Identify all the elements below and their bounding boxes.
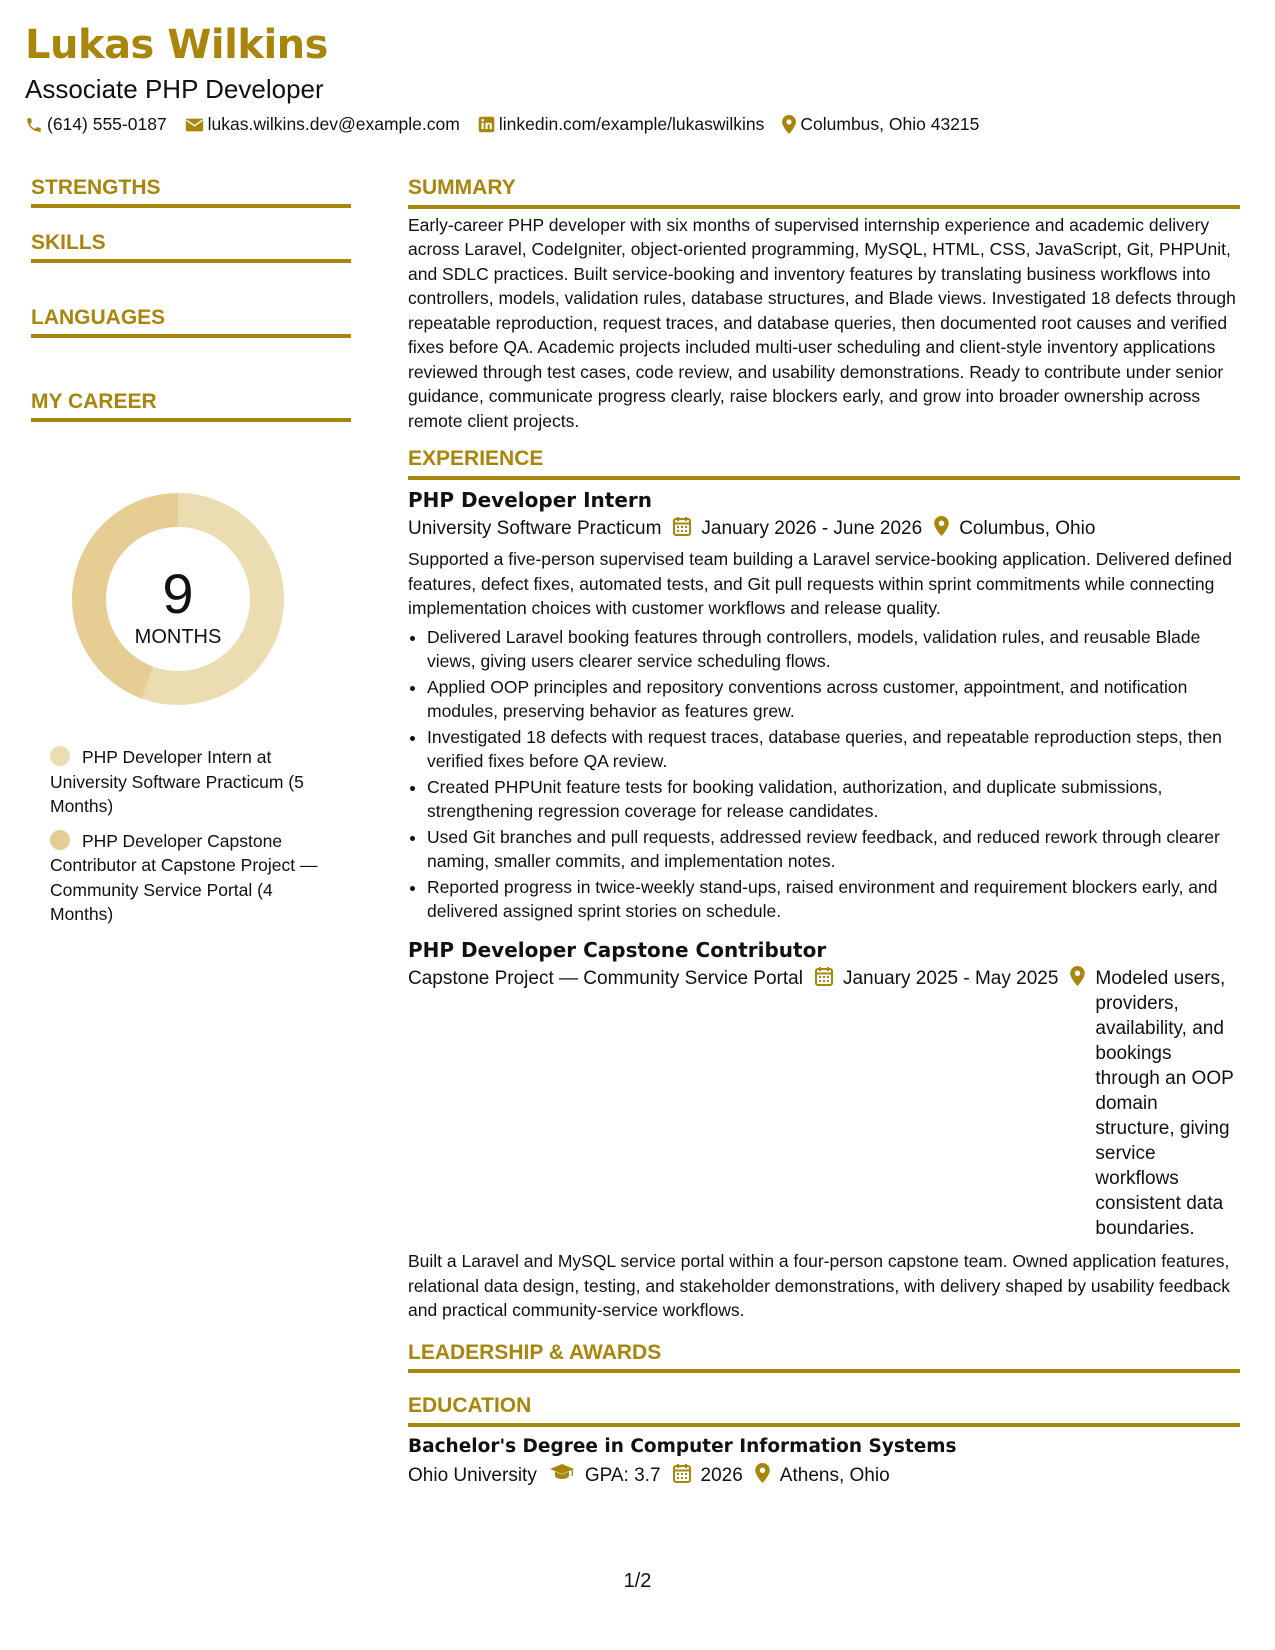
phone-text: (614) 555-0187 (47, 114, 167, 134)
job-dates: January 2025 - May 2025 (842, 968, 1059, 989)
job-bullet: • Delivered Laravel booking features through controllers, models, validation rules, and reusable Blade views, giving users clearer service scheduling flows. (427, 625, 1240, 674)
career-donut-chart (64, 485, 292, 718)
email-text: lukas.wilkins.dev@example.com (207, 114, 460, 134)
job-dates: January 2026 - June 2026 (701, 518, 923, 539)
career-total-months: 9 (162, 562, 194, 625)
legend-dot-icon (50, 830, 70, 850)
map-pin-icon (934, 516, 949, 536)
job-meta (408, 516, 1240, 541)
candidate-title: Associate PHP Developer (25, 74, 324, 104)
job-bullet: • Investigated 18 defects with request traces, database queries, and repeatable reproduction steps, then verified fixes before QA review. (427, 725, 1240, 774)
contact-email[interactable] (185, 114, 460, 135)
contact-linkedin[interactable] (478, 114, 765, 135)
job-entry (408, 938, 1240, 1323)
location-text: Columbus, Ohio 43215 (800, 114, 980, 134)
job-bullet: • Applied OOP principles and repository conventions across customer, appointment, and notification modules, preserving behavior as features grew. (427, 675, 1240, 724)
career-legend-text: PHP Developer Intern at University Software Practicum (5 Months) (50, 747, 304, 816)
summary-heading: SUMMARY (408, 176, 1240, 209)
career-legend-item (50, 829, 340, 927)
graduation-year: 2026 (700, 1465, 743, 1486)
job-description: Built a Laravel and MySQL service portal within a four-person capstone team. Owned application features, relational data design, testing, and stakeholder demonstrations, with delivery shaped by usability feedback and practical community-service workflows. (408, 1251, 1231, 1320)
linkedin-text: linkedin.com/example/lukaswilkins (498, 114, 765, 134)
career-heading: MY CAREER (31, 390, 351, 422)
education-entry (408, 1435, 1240, 1489)
left-column (31, 176, 351, 422)
job-company: Capstone Project — Community Service Portal (408, 968, 803, 989)
summary-text: Early-career PHP developer with six months of supervised internship experience and academic delivery across Laravel, CodeIgniter, object-oriented programming, MySQL, HTML, CSS, JavaScript, Git, PHPUnit, and SDLC practices. Built service-booking and inventory features by translating business workflows into controllers, models, validation rules, database structures, and Blade views. Investigated 18 defects through repeatable reproduction, request traces, and database queries, then documented root causes and verified fixes before QA. Academic projects included multi-user scheduling and client-style inventory applications reviewed through test cases, code review, and usability demonstrations. Ready to contribute under senior guidance, communicate progress clearly, raise blockers early, and grow into broader ownership across remote client projects. (408, 214, 1236, 431)
map-pin-icon (782, 115, 796, 134)
job-location: Columbus, Ohio (959, 518, 1096, 539)
gpa: GPA: 3.7 (584, 1465, 661, 1486)
job-meta (408, 966, 1240, 1241)
envelope-icon (185, 117, 204, 133)
contact-bar (25, 114, 997, 135)
contact-location (782, 114, 979, 135)
map-pin-icon (1070, 966, 1085, 986)
job-title: PHP Developer Capstone Contributor (408, 937, 827, 962)
experience-heading: EXPERIENCE (408, 447, 1240, 480)
calendar-icon (673, 516, 691, 536)
phone-icon (25, 116, 43, 134)
job-company: University Software Practicum (408, 518, 662, 539)
calendar-icon (815, 966, 833, 986)
career-months-label: MONTHS (134, 626, 222, 648)
job-bullet: • Created PHPUnit feature tests for booking validation, authorization, and duplicate submissions, strengthening regression coverage for release candidates. (427, 775, 1240, 824)
candidate-name: Lukas Wilkins (25, 22, 328, 68)
career-legend (50, 745, 340, 937)
job-bullet: • Reported progress in twice-weekly stand-ups, raised environment and requirement blockers early, and delivered assigned sprint stories on schedule. (427, 875, 1240, 924)
career-donut-svg (64, 485, 292, 713)
skills-heading: SKILLS (31, 231, 351, 263)
calendar-icon (673, 1463, 691, 1483)
job-title: PHP Developer Intern (408, 487, 652, 512)
strengths-heading: STRENGTHS (31, 176, 351, 208)
school-name: Ohio University (408, 1465, 537, 1486)
education-heading: EDUCATION (408, 1394, 1240, 1427)
graduation-cap-icon (549, 1463, 575, 1481)
degree-title: Bachelor's Degree in Computer Information Systems (408, 1435, 957, 1457)
linkedin-icon (478, 116, 495, 133)
education-meta (408, 1463, 1240, 1488)
job-bullets (408, 625, 1240, 924)
map-pin-icon (755, 1463, 770, 1483)
school-location: Athens, Ohio (779, 1465, 890, 1486)
right-column (408, 176, 1240, 1488)
job-location: Modeled users, providers, availability, and bookings through an OOP domain structure, giving service workflows consistent data boundaries. (1095, 968, 1234, 1239)
job-bullet: • Used Git branches and pull requests, addressed review feedback, and reduced rework through clearer naming, smaller commits, and implementation notes. (427, 825, 1240, 874)
page-number: 1/2 (623, 1570, 652, 1592)
career-legend-item (50, 745, 340, 819)
career-legend-text: PHP Developer Capstone Contributor at Capstone Project — Community Service Portal (4 Months) (50, 830, 318, 924)
job-entry (408, 488, 1240, 924)
contact-phone[interactable] (25, 114, 167, 135)
leadership-heading: LEADERSHIP & AWARDS (408, 1341, 1240, 1374)
legend-dot-icon (50, 746, 70, 766)
languages-heading: LANGUAGES (31, 306, 351, 338)
job-description: Supported a five-person supervised team building a Laravel service-booking application. Delivered defined features, defect fixes, automated tests, and Git pull requests within sprint commitments while connecting implementation choices with customer workflows and release quality. (408, 549, 1232, 618)
